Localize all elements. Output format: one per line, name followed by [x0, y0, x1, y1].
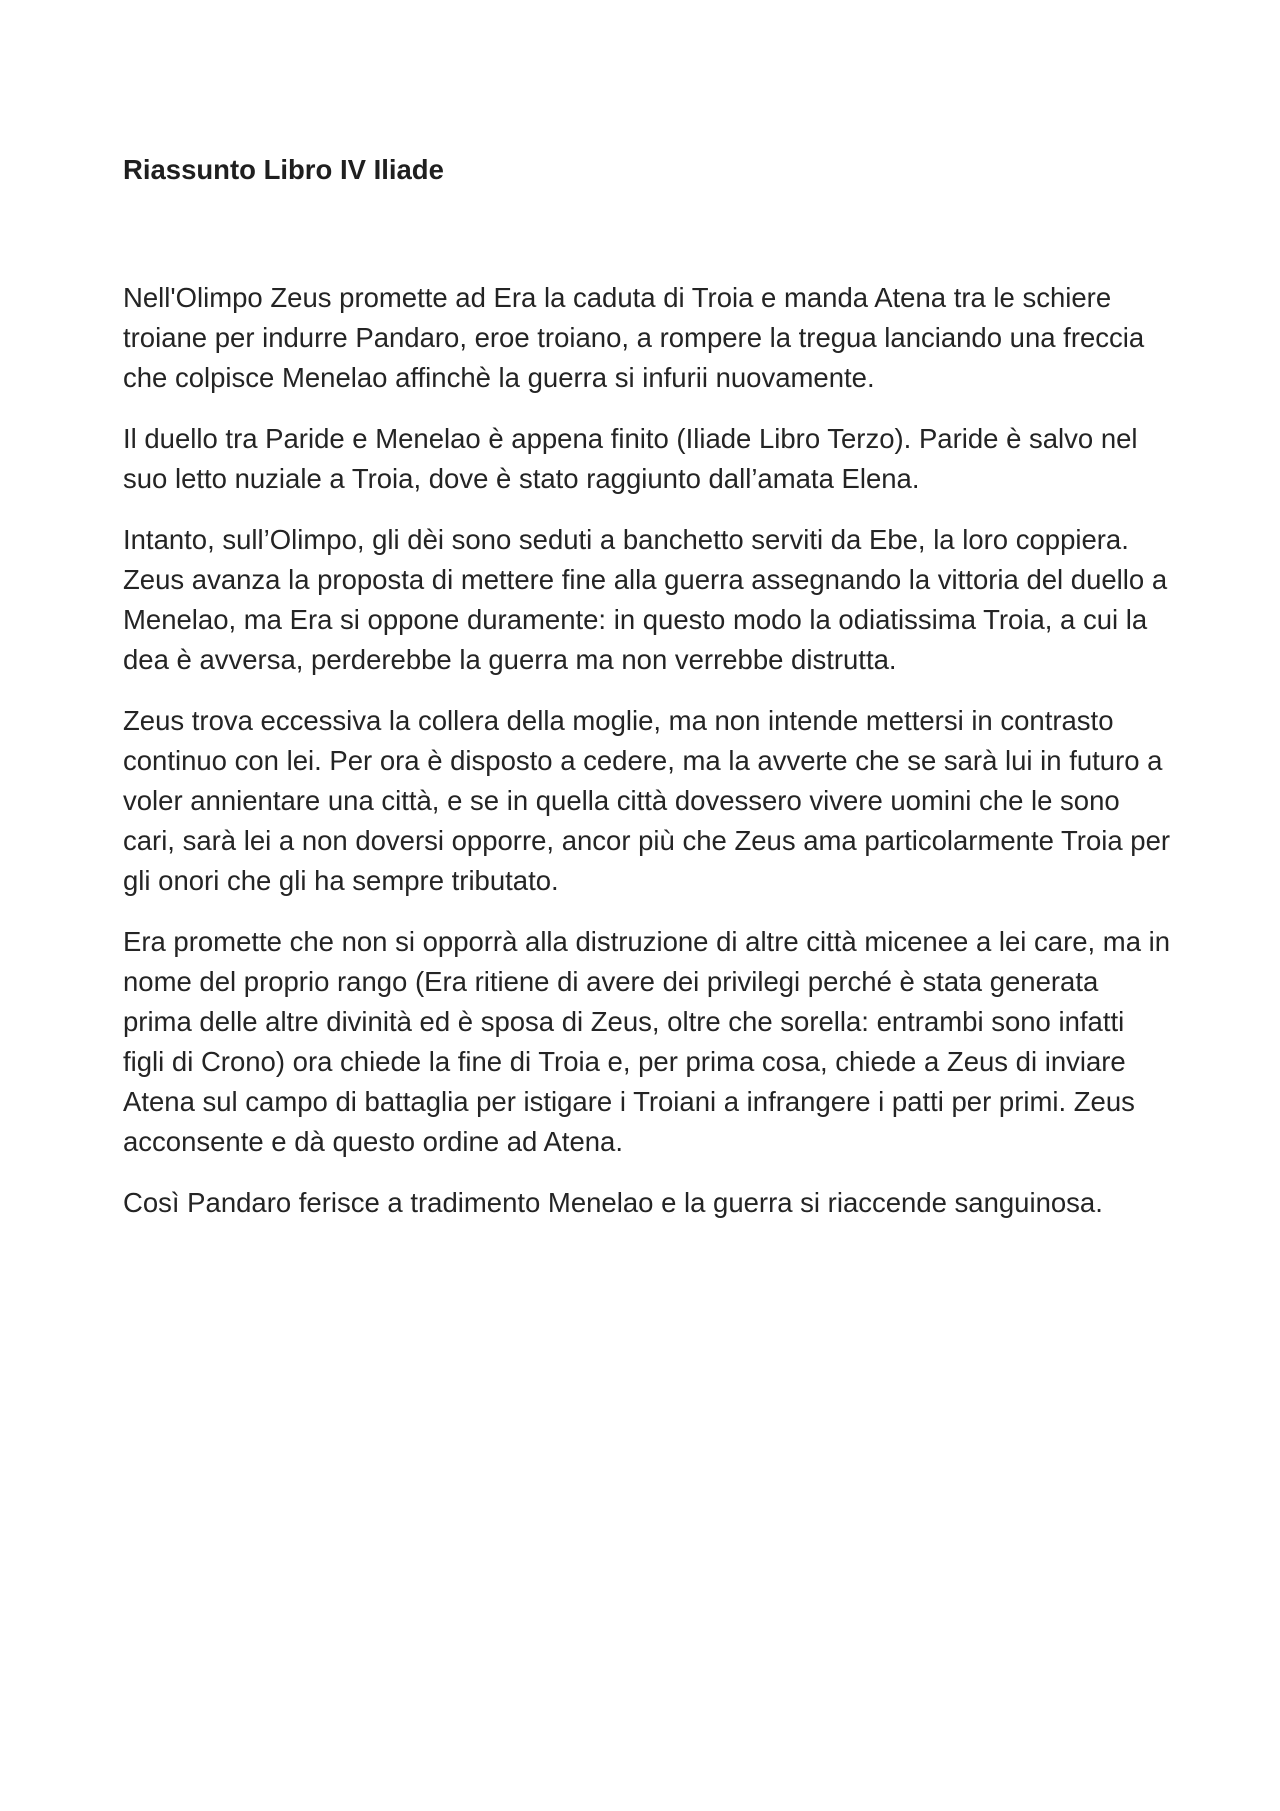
paragraph: Il duello tra Paride e Menelao è appena finito (Iliade Libro Terzo). Paride è salvo nel suo letto nuziale a Troia, dove è stato raggiunto dall’amata Elena. [123, 423, 1138, 494]
document-body [123, 150, 1173, 1244]
paragraph: Era promette che non si opporrà alla distruzione di altre città micenee a lei care, ma in nome del proprio rango (Era ritiene di avere dei privilegi perché è stata generata prima delle altre divinità ed è sposa di Zeus, oltre che sorella: entrambi sono infatti figli di Crono) ora chiede la fine di Troia e, per prima cosa, chiede a Zeus di inviare Atena sul campo di battaglia per istigare i Troiani a infrangere i patti per primi. Zeus acconsente e dà questo ordine ad Atena. [123, 926, 1171, 1157]
paragraph: Nell'Olimpo Zeus promette ad Era la caduta di Troia e manda Atena tra le schiere troiane per indurre Pandaro, eroe troiano, a rompere la tregua lanciando una freccia che colpisce Menelao affinchè la guerra si infurii nuovamente. [123, 282, 1145, 393]
paragraph: Zeus trova eccessiva la collera della moglie, ma non intende mettersi in contrasto continuo con lei. Per ora è disposto a cedere, ma la avverte che se sarà lui in futuro a voler annientare una città, e se in quella città dovessero vivere uomini che le sono cari, sarà lei a non doversi opporre, ancor più che Zeus ama particolarmente Troia per gli onori che gli ha sempre tributato. [123, 705, 1171, 896]
paragraph: Così Pandaro ferisce a tradimento Menelao e la guerra si riaccende sanguinosa. [123, 1187, 1103, 1218]
document-title: Riassunto Libro IV Iliade [123, 154, 444, 185]
paragraph: Intanto, sull’Olimpo, gli dèi sono seduti a banchetto serviti da Ebe, la loro coppiera. Zeus avanza la proposta di mettere fine alla guerra assegnando la vittoria del duello a Menelao, ma Era si oppone duramente: in questo modo la odiatissima Troia, a cui la dea è avversa, perderebbe la guerra ma non verrebbe distrutta. [123, 524, 1168, 675]
paragraph-list [123, 278, 1173, 1223]
